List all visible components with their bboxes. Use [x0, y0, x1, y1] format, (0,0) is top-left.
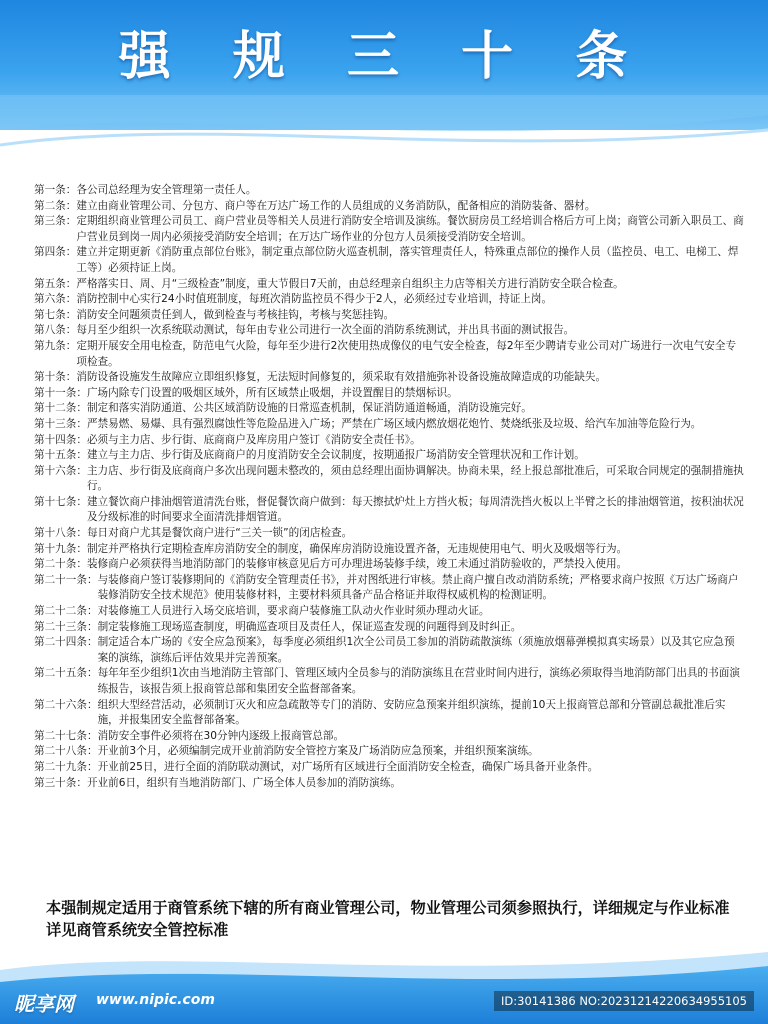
rule-item	[34, 526, 744, 542]
rule-label: 第二十七条：	[34, 729, 98, 742]
rule-item	[34, 698, 744, 729]
rule-item	[34, 760, 744, 776]
rule-text: 与装修商户签订装修期间的《消防安全管理责任书》，并对图纸进行审核。禁止商户擅自改动消防系统；严格要求商户按照《万达广场商户装修消防安全技术规范》使用装修材料，主要材料须具备产品合格证并取得权威机构的检测证明。	[97, 573, 739, 602]
rule-label: 第二十条：	[34, 558, 87, 571]
rule-text: 严格落实日、周、月“三级检查”制度，重大节假日7天前，由总经理亲自组织主力店等相关方进行消防安全联合检查。	[76, 277, 624, 290]
rule-item	[34, 557, 744, 573]
rule-text: 装修商户必须获得当地消防部门的装修审核意见后方可办理进场装修手续，竣工未通过消防验收的，严禁投入使用。	[86, 558, 628, 571]
rule-label: 第七条：	[34, 308, 77, 321]
rule-label: 第二十三条：	[34, 620, 98, 633]
rules-list	[34, 183, 744, 791]
rule-item	[34, 542, 744, 558]
rule-item	[34, 573, 744, 604]
rule-item	[34, 339, 744, 370]
rule-text: 消防设备设施发生故障应立即组织修复，无法短时间修复的，须采取有效措施弥补设备设施故障造成的功能缺失。	[76, 371, 607, 384]
footer-note: 本强制规定适用于商管系统下辖的所有商业管理公司，物业管理公司须参照执行，详细规定与作业标准详见商管系统安全管控标准	[46, 899, 730, 939]
rule-item	[34, 666, 744, 697]
rule-text: 制定装修施工现场巡查制度，明确巡查项目及责任人，保证巡查发现的问题得到及时纠正。	[97, 620, 522, 633]
rule-label: 第十条：	[34, 371, 77, 384]
rule-item	[34, 199, 744, 215]
rule-item	[34, 370, 744, 386]
rule-item	[34, 729, 744, 745]
rule-label: 第二条：	[34, 199, 77, 212]
rule-label: 第十八条：	[34, 527, 87, 540]
rule-item	[34, 495, 744, 526]
rule-text: 每年年至少组织1次由当地消防主管部门、管理区域内全员参与的消防演练且在营业时间内进行，演练必须取得当地消防部门出具的书面演练报告，该报告须上报商管总部和集团安全监督部备案。	[97, 667, 740, 695]
rule-item	[34, 464, 744, 495]
rule-label: 第五条：	[34, 277, 77, 290]
rule-text: 组织大型经营活动，必须制订灭火和应急疏散等专门的消防、安防应急预案并组织演练，提前10天上报商管总部和分管副总裁批准后实施，并报集团安全监督部备案。	[97, 698, 726, 727]
rule-label: 第十九条：	[34, 542, 87, 555]
rule-label: 第八条：	[34, 324, 77, 337]
rule-label: 第二十五条：	[34, 667, 98, 680]
rule-item	[34, 245, 744, 276]
rule-text: 主力店、步行街及底商商户多次出现问题未整改的，须由总经理出面协调解决。协商未果，经上报总部批准后，可采取合同规定的强制措施执行。	[86, 464, 744, 493]
rule-item	[34, 214, 744, 245]
rule-text: 必须与主力店、步行街、底商商户及库房用户签订《消防安全责任书》。	[86, 433, 421, 446]
header-wave-decoration	[0, 95, 768, 165]
rule-item	[34, 323, 744, 339]
rule-text: 制定并严格执行定期检查库房消防安全的制度，确保库房消防设施设置齐备，无违规使用电气、明火及吸烟等行为。	[86, 542, 628, 555]
rule-item	[34, 604, 744, 620]
page-title: 强 规 三 十 条	[118, 27, 650, 87]
rule-item	[34, 620, 744, 636]
rule-label: 第二十一条：	[34, 573, 98, 586]
rule-label: 第四条：	[34, 246, 77, 259]
rule-item	[34, 183, 744, 199]
watermark-logo: 昵享网	[14, 992, 74, 1016]
rule-label: 第一条：	[34, 184, 77, 196]
rule-label: 第六条：	[34, 293, 77, 306]
rule-text: 对装修施工人员进行入场交底培训，要求商户装修施工队动火作业时须办理动火证。	[97, 605, 490, 618]
rule-text: 定期开展安全用电检查，防范电气火险，每年至少进行2次使用热成像仪的电气安全检查，每2年至少聘请专业公司对广场进行一次电气安全专项检查。	[76, 339, 737, 368]
footer-wave-decoration	[0, 940, 768, 1024]
rule-label: 第十一条：	[34, 386, 87, 399]
rule-text: 各公司总经理为安全管理第一责任人。	[76, 184, 257, 196]
rule-item	[34, 386, 744, 402]
rule-label: 第三十条：	[34, 776, 87, 789]
rule-label: 第二十六条：	[34, 698, 98, 711]
rule-label: 第十五条：	[34, 449, 87, 462]
rule-label: 第九条：	[34, 339, 77, 352]
rule-item	[34, 448, 744, 464]
watermark-url: www.nipic.com	[96, 992, 215, 1008]
rule-text: 开业前3个月，必须编制完成开业前消防安全管控方案及广场消防应急预案，并组织预案演练。	[97, 745, 539, 758]
rule-label: 第十七条：	[34, 495, 87, 508]
watermark-id: ID:30141386 NO:20231214220634955105	[494, 991, 754, 1011]
rule-text: 每日对商户尤其是餐饮商户进行“三关一锁”的闭店检查。	[86, 527, 353, 540]
rule-item	[34, 433, 744, 449]
rule-item	[34, 417, 744, 433]
rule-text: 开业前6日，组织有当地消防部门、广场全体人员参加的消防演练。	[86, 776, 401, 789]
rule-item	[34, 635, 744, 666]
rule-item	[34, 744, 744, 760]
rule-label: 第二十四条：	[34, 636, 98, 649]
rule-text: 开业前25日，进行全面的消防联动测试，对广场所有区域进行全面消防安全检查，确保广场具备开业条件。	[97, 760, 599, 773]
rule-text: 建立由商业管理公司、分包方、商户等在万达广场工作的人员组成的义务消防队，配备相应的消防装备、器材。	[76, 199, 596, 212]
rule-text: 每月至少组织一次系统联动测试，每年由专业公司进行一次全面的消防系统测试，并出具书面的测试报告。	[76, 324, 575, 337]
rule-label: 第二十九条：	[34, 760, 98, 773]
rule-label: 第十六条：	[34, 464, 87, 477]
rule-text: 制定适合本广场的《安全应急预案》，每季度必须组织1次全公司员工参加的消防疏散演练（须施放烟幕弹模拟真实场景）以及其它应急预案的演练，演练后评估效果并完善预案。	[97, 636, 735, 664]
rule-label: 第十三条：	[34, 417, 87, 430]
rule-text: 定期组织商业管理公司员工、商户营业员等相关人员进行消防安全培训及演练。餐饮厨房员工经培训合格后方可上岗；商管公司新入职员工、商户营业员到岗一周内必须接受消防安全培训；在万达广场作业的分包方人员须接受消防安全培训。	[76, 215, 744, 243]
rule-item	[34, 292, 744, 308]
rule-label: 第二十八条：	[34, 745, 98, 758]
rule-label: 第十四条：	[34, 433, 87, 446]
rule-label: 第三条：	[34, 215, 77, 228]
rule-label: 第十二条：	[34, 402, 87, 415]
rule-item	[34, 776, 744, 792]
rule-text: 严禁易燃、易爆、具有强烈腐蚀性等危险品进入广场；严禁在广场区域内燃放烟花炮竹、焚烧纸张及垃圾、给汽车加油等危险行为。	[86, 417, 702, 430]
rule-text: 消防安全问题须责任到人，做到检查与考核挂钩，考核与奖惩挂钩。	[76, 308, 395, 321]
rule-item	[34, 308, 744, 324]
rule-text: 建立餐饮商户排油烟管道清洗台账，督促餐饮商户做到：每天擦拭炉灶上方挡火板；每周清洗挡火板以上半臂之长的排油烟管道，按积油状况及分级标准的时间要求全面清洗排烟管道。	[86, 495, 744, 524]
rule-text: 建立并定期更新《消防重点部位台账》，制定重点部位防火巡查机制，落实管理责任人，特殊重点部位的操作人员（监控员、电工、电梯工、焊工等）必须持证上岗。	[76, 246, 739, 274]
rule-text: 消防控制中心实行24小时值班制度，每班次消防监控员不得少于2人，必须经过专业培训，持证上岗。	[76, 293, 553, 306]
rule-text: 广场内除专门设置的吸烟区域外，所有区域禁止吸烟，并设置醒目的禁烟标识。	[86, 386, 458, 399]
rule-text: 消防安全事件必须将在30分钟内逐级上报商管总部。	[97, 729, 345, 742]
rule-item	[34, 277, 744, 293]
rule-item	[34, 401, 744, 417]
rule-text: 建立与主力店、步行街及底商商户的月度消防安全会议制度，按期通报广场消防安全管理状况和工作计划。	[86, 449, 585, 462]
rule-label: 第二十二条：	[34, 605, 98, 618]
rule-text: 制定和落实消防通道、公共区域消防设施的日常巡查机制，保证消防通道畅通，消防设施完好。	[86, 402, 532, 415]
